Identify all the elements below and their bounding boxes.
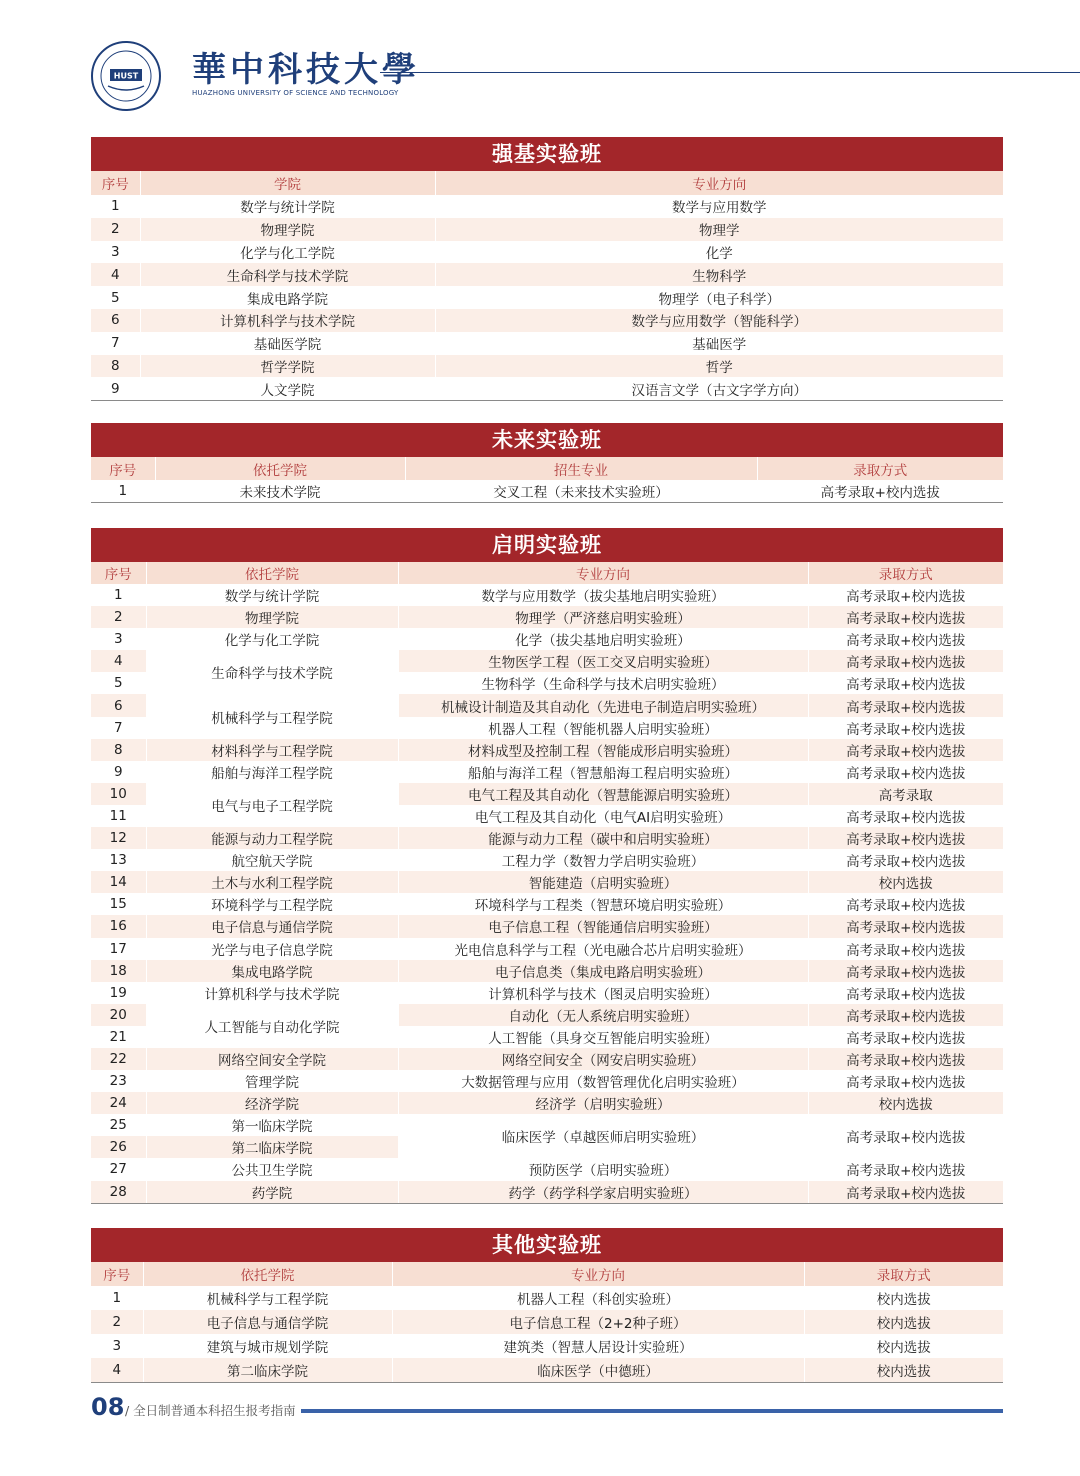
table-cell: 8 xyxy=(91,355,140,378)
col-header: 录取方式 xyxy=(757,457,1003,480)
table-row xyxy=(91,694,1003,716)
table-cell: 计算机科学与技术学院 xyxy=(140,309,435,332)
table-cell: 22 xyxy=(91,1048,146,1070)
table-cell: 化学 xyxy=(435,241,1003,264)
table-row xyxy=(91,783,1003,805)
table-cell: 20 xyxy=(91,1004,146,1026)
table-cell: 28 xyxy=(91,1181,146,1203)
table-cell: 校内选拔 xyxy=(804,1310,1003,1334)
table-cell: 数学与应用数学（拔尖基地启明实验班） xyxy=(398,584,808,606)
table-cell: 高考录取+校内选拔 xyxy=(808,584,1003,606)
table-cell: 生物科学（生命科学与技术启明实验班） xyxy=(398,672,808,694)
table-cell: 化学与化工学院 xyxy=(140,241,435,264)
table-cell: 高考录取+校内选拔 xyxy=(808,1114,1003,1158)
col-header: 录取方式 xyxy=(808,562,1003,584)
table-cell: 2 xyxy=(91,1310,143,1334)
table-cell: 13 xyxy=(109,852,127,869)
table-cell: 2 xyxy=(91,606,146,628)
table-cell: 校内选拔 xyxy=(804,1286,1003,1310)
qiangji-table xyxy=(91,171,1003,400)
table-cell: 高考录取+校内选拔 xyxy=(808,805,1003,827)
col-header: 录取方式 xyxy=(804,1262,1003,1286)
section-qita xyxy=(91,1228,1003,1383)
table-cell: 电子信息与通信学院 xyxy=(146,915,398,937)
university-name-cn: 華中科技大學 xyxy=(192,50,420,90)
table-cell: 3 xyxy=(113,631,123,648)
table-cell: 15 xyxy=(109,896,127,913)
table-cell: 基础医学 xyxy=(435,332,1003,355)
table-cell: 网络空间安全学院 xyxy=(146,1048,398,1070)
footer-title: / 全日制普通本科招生报考指南 xyxy=(125,1403,296,1418)
table-cell: 电气工程及其自动化（电气AI启明实验班） xyxy=(398,805,808,827)
table-row xyxy=(91,584,1003,606)
table-cell: 高考录取+校内选拔 xyxy=(808,938,1003,960)
table-cell: 7 xyxy=(110,335,120,352)
table-row xyxy=(91,1114,1003,1136)
col-header: 学院 xyxy=(140,171,435,195)
table-cell: 9 xyxy=(110,380,120,397)
qiming-table xyxy=(91,562,1003,1203)
table-cell: 高考录取+校内选拔 xyxy=(808,650,1003,672)
table-cell: 船舶与海洋工程（智慧船海工程启明实验班） xyxy=(398,761,808,783)
table-cell: 27 xyxy=(109,1161,127,1178)
university-name-en: HUAZHONG UNIVERSITY OF SCIENCE AND TECHNOLOGY xyxy=(192,89,399,97)
table-cell: 生命科学与技术学院 xyxy=(146,650,398,694)
table-row xyxy=(91,286,1003,309)
table-row xyxy=(91,849,1003,871)
table-cell: 汉语言文学（古文字学方向） xyxy=(435,377,1003,400)
table-cell: 生物科学 xyxy=(435,263,1003,286)
col-header: 专业方向 xyxy=(398,562,808,584)
section-title: 其他实验班 xyxy=(91,1228,1003,1262)
col-header: 招生专业 xyxy=(405,457,757,480)
table-cell: 12 xyxy=(91,827,146,849)
section-title: 未来实验班 xyxy=(91,423,1003,457)
table-cell: 校内选拔 xyxy=(808,1092,1003,1114)
table-cell: 第二临床学院 xyxy=(143,1358,392,1382)
table-row xyxy=(91,218,1003,241)
table-row xyxy=(91,241,1003,264)
table-cell: 经济学院 xyxy=(146,1092,398,1114)
university-seal-icon xyxy=(90,40,162,112)
table-cell: 环境科学与工程类（智慧环境启明实验班） xyxy=(398,893,808,915)
table-cell: 26 xyxy=(91,1136,146,1158)
table-cell: 高考录取+校内选拔 xyxy=(808,739,1003,761)
table-cell: 17 xyxy=(109,940,127,957)
table-cell: 1 xyxy=(113,587,123,604)
table-row xyxy=(91,1158,1003,1180)
table-cell: 4 xyxy=(91,1358,143,1382)
table-cell: 高考录取+校内选拔 xyxy=(808,717,1003,739)
col-header: 专业方向 xyxy=(392,1262,804,1286)
table-cell: 智能建造（启明实验班） xyxy=(398,871,808,893)
table-cell: 7 xyxy=(113,719,123,736)
col-header: 序号 xyxy=(91,457,155,480)
col-header: 依托学院 xyxy=(155,457,405,480)
table-cell: 公共卫生学院 xyxy=(146,1158,398,1180)
table-cell: 3 xyxy=(112,1338,122,1354)
table-cell: 高考录取+校内选拔 xyxy=(808,1181,1003,1203)
table-bottom-rule xyxy=(91,1203,1003,1204)
table-cell: 数学与应用数学（智能科学） xyxy=(435,309,1003,332)
table-cell: 高考录取+校内选拔 xyxy=(808,893,1003,915)
table-cell: 光电信息科学与工程（光电融合芯片启明实验班） xyxy=(398,938,808,960)
table-cell: 5 xyxy=(110,289,120,306)
table-cell: 能源与动力工程（碳中和启明实验班） xyxy=(398,827,808,849)
table-cell: 校内选拔 xyxy=(808,871,1003,893)
table-cell: 药学（药学科学家启明实验班） xyxy=(398,1181,808,1203)
table-cell: 临床医学（卓越医师启明实验班） xyxy=(398,1114,808,1158)
table-cell: 建筑类（智慧人居设计实验班） xyxy=(392,1334,804,1358)
table-cell: 生命科学与技术学院 xyxy=(140,263,435,286)
table-bottom-rule xyxy=(91,502,1003,503)
table-cell: 10 xyxy=(91,783,146,805)
table-cell: 24 xyxy=(91,1092,146,1114)
table-row xyxy=(91,739,1003,761)
table-row xyxy=(91,263,1003,286)
table-row xyxy=(91,938,1003,960)
table-cell: 船舶与海洋工程学院 xyxy=(146,761,398,783)
table-cell: 6 xyxy=(91,309,140,332)
table-cell: 环境科学与工程学院 xyxy=(146,893,398,915)
table-cell: 物理学院 xyxy=(140,218,435,241)
table-cell: 16 xyxy=(91,915,146,937)
table-cell: 高考录取+校内选拔 xyxy=(808,761,1003,783)
table-cell: 电子信息类（集成电路启明实验班） xyxy=(398,960,808,982)
table-row xyxy=(91,377,1003,400)
col-header: 序号 xyxy=(91,1262,143,1286)
col-header: 序号 xyxy=(91,171,140,195)
table-cell: 1 xyxy=(118,483,128,499)
table-cell: 高考录取+校内选拔 xyxy=(808,1070,1003,1092)
table-cell: 电子信息工程（智能通信启明实验班） xyxy=(398,915,808,937)
table-cell: 19 xyxy=(109,984,127,1001)
table-cell: 高考录取+校内选拔 xyxy=(808,606,1003,628)
table-row xyxy=(91,480,1003,502)
table-cell: 经济学（启明实验班） xyxy=(398,1092,808,1114)
table-row xyxy=(91,606,1003,628)
table-cell: 自动化（无人系统启明实验班） xyxy=(398,1004,808,1026)
table-cell: 化学与化工学院 xyxy=(146,628,398,650)
table-cell: 校内选拔 xyxy=(804,1358,1003,1382)
table-bottom-rule xyxy=(91,400,1003,401)
col-header: 序号 xyxy=(91,562,146,584)
table-row xyxy=(91,195,1003,218)
page-number: 08 xyxy=(91,1393,125,1421)
table-cell: 数学与统计学院 xyxy=(146,584,398,606)
table-row xyxy=(91,1070,1003,1092)
table-cell: 基础医学院 xyxy=(140,332,435,355)
table-row xyxy=(91,1048,1003,1070)
col-header: 专业方向 xyxy=(435,171,1003,195)
table-cell: 航空航天学院 xyxy=(146,849,398,871)
col-header: 依托学院 xyxy=(146,562,398,584)
table-cell: 集成电路学院 xyxy=(146,960,398,982)
table-cell: 高考录取+校内选拔 xyxy=(808,827,1003,849)
table-row xyxy=(91,1092,1003,1114)
table-cell: 高考录取+校内选拔 xyxy=(808,628,1003,650)
table-cell: 物理学（电子科学） xyxy=(435,286,1003,309)
table-cell: 电子信息与通信学院 xyxy=(143,1310,392,1334)
section-weilai xyxy=(91,423,1003,503)
table-cell: 电气工程及其自动化（智慧能源启明实验班） xyxy=(398,783,808,805)
table-cell: 物理学（严济慈启明实验班） xyxy=(398,606,808,628)
table-cell: 14 xyxy=(91,871,146,893)
table-cell: 建筑与城市规划学院 xyxy=(143,1334,392,1358)
table-row xyxy=(91,650,1003,672)
table-row xyxy=(91,1286,1003,1310)
table-cell: 机械科学与工程学院 xyxy=(143,1286,392,1310)
table-cell: 生物医学工程（医工交叉启明实验班） xyxy=(398,650,808,672)
table-cell: 计算机科学与技术学院 xyxy=(146,982,398,1004)
table-cell: 机器人工程（科创实验班） xyxy=(392,1286,804,1310)
table-cell: 9 xyxy=(113,763,123,780)
table-cell: 高考录取 xyxy=(808,783,1003,805)
table-row xyxy=(91,915,1003,937)
table-cell: 23 xyxy=(109,1073,127,1090)
table-cell: 1 xyxy=(110,198,120,215)
table-cell: 4 xyxy=(91,650,146,672)
table-cell: 18 xyxy=(91,960,146,982)
table-cell: 药学院 xyxy=(146,1181,398,1203)
table-row xyxy=(91,761,1003,783)
page-header xyxy=(0,0,1080,120)
table-cell: 化学（拔尖基地启明实验班） xyxy=(398,628,808,650)
section-qiangji xyxy=(91,137,1003,401)
header-divider xyxy=(380,72,1080,73)
table-cell: 高考录取+校内选拔 xyxy=(808,694,1003,716)
table-cell: 人工智能与自动化学院 xyxy=(146,1004,398,1048)
table-row xyxy=(91,1310,1003,1334)
weilai-table xyxy=(91,457,1003,502)
table-cell: 人文学院 xyxy=(140,377,435,400)
table-row xyxy=(91,355,1003,378)
table-cell: 电气与电子工程学院 xyxy=(146,783,398,827)
table-cell: 能源与动力工程学院 xyxy=(146,827,398,849)
table-cell: 集成电路学院 xyxy=(140,286,435,309)
table-cell: 材料科学与工程学院 xyxy=(146,739,398,761)
table-row xyxy=(91,628,1003,650)
table-bottom-rule xyxy=(91,1382,1003,1383)
table-cell: 机器人工程（智能机器人启明实验班） xyxy=(398,717,808,739)
table-cell: 高考录取+校内选拔 xyxy=(808,915,1003,937)
table-cell: 工程力学（数智力学启明实验班） xyxy=(398,849,808,871)
table-cell: 1 xyxy=(112,1290,122,1306)
table-cell: 交叉工程（未来技术实验班） xyxy=(405,480,757,502)
table-row xyxy=(91,960,1003,982)
table-cell: 计算机科学与技术（图灵启明实验班） xyxy=(398,982,808,1004)
table-cell: 数学与应用数学 xyxy=(435,195,1003,218)
table-cell: 8 xyxy=(91,739,146,761)
seal-text: HUST xyxy=(113,71,139,81)
col-header: 依托学院 xyxy=(143,1262,392,1286)
table-row xyxy=(91,982,1003,1004)
table-cell: 4 xyxy=(91,263,140,286)
table-cell: 土木与水利工程学院 xyxy=(146,871,398,893)
table-cell: 11 xyxy=(109,807,127,824)
table-cell: 高考录取+校内选拔 xyxy=(808,1048,1003,1070)
table-cell: 2 xyxy=(91,218,140,241)
table-cell: 预防医学（启明实验班） xyxy=(398,1158,808,1180)
footer-bar xyxy=(301,1409,1003,1413)
table-cell: 高考录取+校内选拔 xyxy=(808,1004,1003,1026)
table-cell: 5 xyxy=(113,675,123,692)
table-cell: 25 xyxy=(109,1117,127,1134)
table-cell: 材料成型及控制工程（智能成形启明实验班） xyxy=(398,739,808,761)
table-cell: 哲学 xyxy=(435,355,1003,378)
table-cell: 6 xyxy=(91,694,146,716)
table-cell: 管理学院 xyxy=(146,1070,398,1092)
table-row xyxy=(91,1004,1003,1026)
table-row xyxy=(91,871,1003,893)
table-cell: 人工智能（具身交互智能启明实验班） xyxy=(398,1026,808,1048)
table-cell: 高考录取+校内选拔 xyxy=(808,1158,1003,1180)
table-cell: 数学与统计学院 xyxy=(140,195,435,218)
table-cell: 21 xyxy=(109,1028,127,1045)
table-cell: 高考录取+校内选拔 xyxy=(808,982,1003,1004)
table-row xyxy=(91,1334,1003,1358)
table-cell: 网络空间安全（网安启明实验班） xyxy=(398,1048,808,1070)
table-row xyxy=(91,893,1003,915)
table-cell: 机械设计制造及其自动化（先进电子制造启明实验班） xyxy=(398,694,808,716)
table-row xyxy=(91,827,1003,849)
section-title: 启明实验班 xyxy=(91,528,1003,562)
table-cell: 校内选拔 xyxy=(804,1334,1003,1358)
section-title: 强基实验班 xyxy=(91,137,1003,171)
table-cell: 高考录取+校内选拔 xyxy=(808,672,1003,694)
table-cell: 高考录取+校内选拔 xyxy=(757,480,1003,502)
table-cell: 临床医学（中德班） xyxy=(392,1358,804,1382)
page-footer xyxy=(91,1393,1003,1423)
table-cell: 未来技术学院 xyxy=(155,480,405,502)
table-cell: 电子信息工程（2+2种子班） xyxy=(392,1310,804,1334)
section-qiming xyxy=(91,528,1003,1204)
table-row xyxy=(91,309,1003,332)
table-cell: 3 xyxy=(110,243,120,260)
table-row xyxy=(91,1181,1003,1203)
table-cell: 高考录取+校内选拔 xyxy=(808,849,1003,871)
table-cell: 哲学学院 xyxy=(140,355,435,378)
qita-table xyxy=(91,1262,1003,1382)
table-cell: 物理学 xyxy=(435,218,1003,241)
table-cell: 高考录取+校内选拔 xyxy=(808,960,1003,982)
table-cell: 大数据管理与应用（数智管理优化启明实验班） xyxy=(398,1070,808,1092)
table-cell: 第二临床学院 xyxy=(146,1136,398,1158)
table-cell: 机械科学与工程学院 xyxy=(146,694,398,738)
table-row xyxy=(91,1358,1003,1382)
table-cell: 高考录取+校内选拔 xyxy=(808,1026,1003,1048)
table-cell: 光学与电子信息学院 xyxy=(146,938,398,960)
table-row xyxy=(91,332,1003,355)
table-cell: 第一临床学院 xyxy=(146,1114,398,1136)
table-cell: 物理学院 xyxy=(146,606,398,628)
